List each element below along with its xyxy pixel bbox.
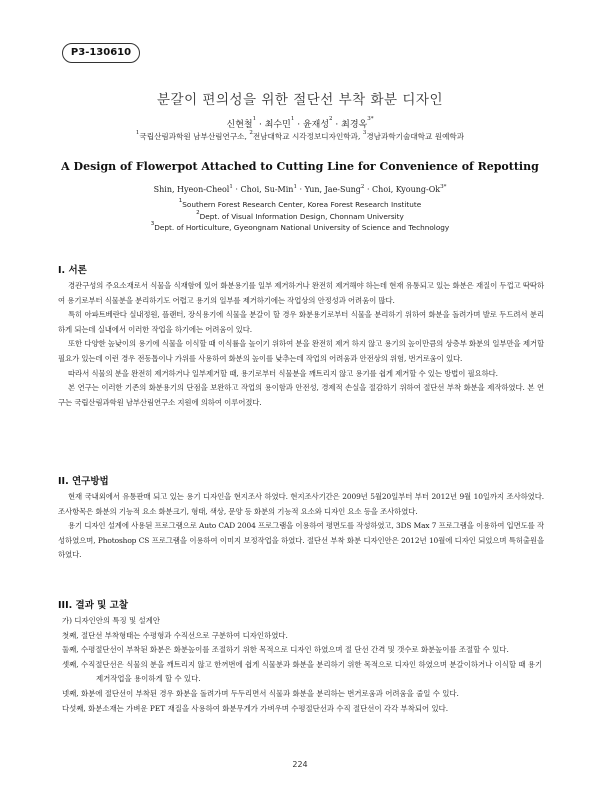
english-authors: Shin, Hyeon-Cheol$^1$ · Choi, Su-Min$^1$ · Yun, Jae-Sung$^2$ · Choi, Kyoung-$Ok^{3*}$ xyxy=(153,184,447,194)
list-item: 다섯째, 화분소재는 가벼운 PET 재질을 사용하여 화분무게가 가벼우며 수평절단선과 수직 절단선이 각각 부착되어 있다. xyxy=(62,703,449,713)
section-heading-methods: II. 연구방법 xyxy=(58,476,109,487)
author-en: Shin, Hyeon-Cheol xyxy=(153,185,230,194)
paragraph: 따라서 식물의 분을 완전히 제거하거나 일부제거할 때, 용기로부터 식물분을 깨트리지 않고 용기를 쉽게 제거할 수 있는 방법이 필요하다. xyxy=(68,368,498,378)
section-body-introduction xyxy=(58,279,544,410)
section-heading-introduction: I. 서론 xyxy=(58,265,87,276)
paper-code-badge: P3-130610 xyxy=(62,43,140,63)
list-item: 셋째, 수직절단선은 식물의 분을 깨트리지 않고 한꺼번에 쉽게 식물분과 화분을 분리하기 위한 목적으로 디자인 하였으며 분갈이하거나 이식할 때 용기 제거작업을 용이하게 할 수 있다. xyxy=(62,659,543,684)
author-ko: 윤재성 xyxy=(302,120,330,130)
paragraph: 경관구성의 주요소재로서 식물을 식재함에 있어 화분용기를 일부 제거하거나 완전히 제거해야 하는데 현재 유통되고 있는 화분은 재질이 두껍고 딱딱하여 용기로부터 식물분을 분리하기도 어렵고 용기의 일부를 제거하기에는 작업상의 안정성과 어려움이 많다. xyxy=(58,281,544,305)
results-list xyxy=(62,614,544,716)
section-heading-results: III. 결과 및 고찰 xyxy=(58,600,129,611)
paragraph: 특히 아파트베란다 실내정원, 플랜터, 장식용기에 식물을 분갈이 할 경우 화분용기로부터 식물을 분리하기 위하여 화분을 돌려가며 발로 두드려서 분리하게 되는데 실내에서 이러한 작업을 하기에는 어려움이 있다. xyxy=(58,310,544,334)
list-item: 첫째, 절단선 부착형태는 수평형과 수직선으로 구분하여 디자인하였다. xyxy=(62,630,288,640)
korean-authors: 신현철$^1$ · 최수민$^1$ · 윤재성$^2$ · 최경옥$^{3*}$ xyxy=(226,116,374,130)
paragraph: 또한 다양한 높낮이의 용기에 식물을 이식할 때 이식률을 높이기 위하여 분을 완전히 제거 하지 않고 용기의 높이만큼의 상층부 화분의 일부만을 제거할 필요가 있는데 이런 경우 전동톱이나 가위를 사용하여 화분의 높이를 낮추는데 작업의 어려움과 안전상의 위험, 번거로움이 있다. xyxy=(58,339,544,363)
english-title: A Design of Flowerpot Attached to Cutting Line for Convenience of Repotting xyxy=(61,160,539,173)
paragraph: 현재 국내외에서 유통판매 되고 있는 용기 디자인을 현지조사 하였다. 현지조사기간은 2009년 5월20일부터 부터 2012년 9월 10일까지 조사하였다. 조사항목은 화분의 기능적 요소 화분크기, 형태, 색상, 문양 등 화분의 기능적 요소와 디자인 요소 등을 조사하였다. xyxy=(58,492,544,516)
english-affiliations xyxy=(0,199,600,234)
affiliation-line: $^1$Southern Forest Research Center, Korea Forest Research Institute xyxy=(178,198,422,209)
list-item: 가) 디자인안의 특징 및 설계안 xyxy=(62,616,160,625)
author-ko: 신현철 xyxy=(226,120,253,130)
affiliation-line: $^2$Dept. of Visual Information Design, Chonnam University xyxy=(196,209,404,221)
paragraph: 용기 디자인 설계에 사용된 프로그램으로 Auto CAD 2004 프로그램을 이용하여 평면도를 작성하였고, 3DS Max 7 프로그램을 이용하여 입면도를 작성하였으며, Photoshop CS 프로그램을 이용하여 이미지 보정작업을 하였다. 절단선 부착 화분 디자인안은 2012년 10월에 디자인 되었으며 특허출원을 하였다. xyxy=(58,521,544,560)
author-en: Choi, Kyoung-Ok xyxy=(372,185,441,194)
korean-title: 분갈이 편의성을 위한 절단선 부착 화분 디자인 xyxy=(156,92,444,108)
author-en: Choi, Su-Min xyxy=(240,185,294,194)
author-en: Yun, Jae-Sung xyxy=(304,185,361,194)
author-ko: 최경옥 xyxy=(341,120,368,130)
list-item: 넷째, 화분에 절단선이 부착된 경우 화분을 돌려가며 두두리면서 식물과 화분을 분리하는 번거로움과 어려움을 줄일 수 있다. xyxy=(62,688,459,698)
affiliation-line: $^3$Dept. of Horticulture, Gyeongnam National University of Science and Technology xyxy=(150,221,450,232)
section-body-methods xyxy=(58,490,544,563)
paragraph: 본 연구는 이러한 기존의 화분용기의 단점을 보완하고 작업의 용이함과 안전성, 경제적 손실을 절감하기 위하여 절단선 부착 화분을 제작하였다. 본 연구는 국립산림과학원 남부산림연구소 지원에 의하여 이루어졌다. xyxy=(58,383,544,407)
list-item: 둘째, 수평절단선이 부착된 화분은 화분높이를 조절하기 위한 목적으로 디자인 하였으며 절 단선 간격 및 갯수로 화분높이를 조절할 수 있다. xyxy=(62,645,509,655)
author-ko: 최수민 xyxy=(264,120,291,130)
korean-affiliations: $^1$국립산림과학원 남부산림연구소, $^2$전남대학교 시각정보디자인학과, $^3$경남과학기술대학교 원예학과 xyxy=(135,130,465,141)
page-number: 224 xyxy=(292,760,308,769)
